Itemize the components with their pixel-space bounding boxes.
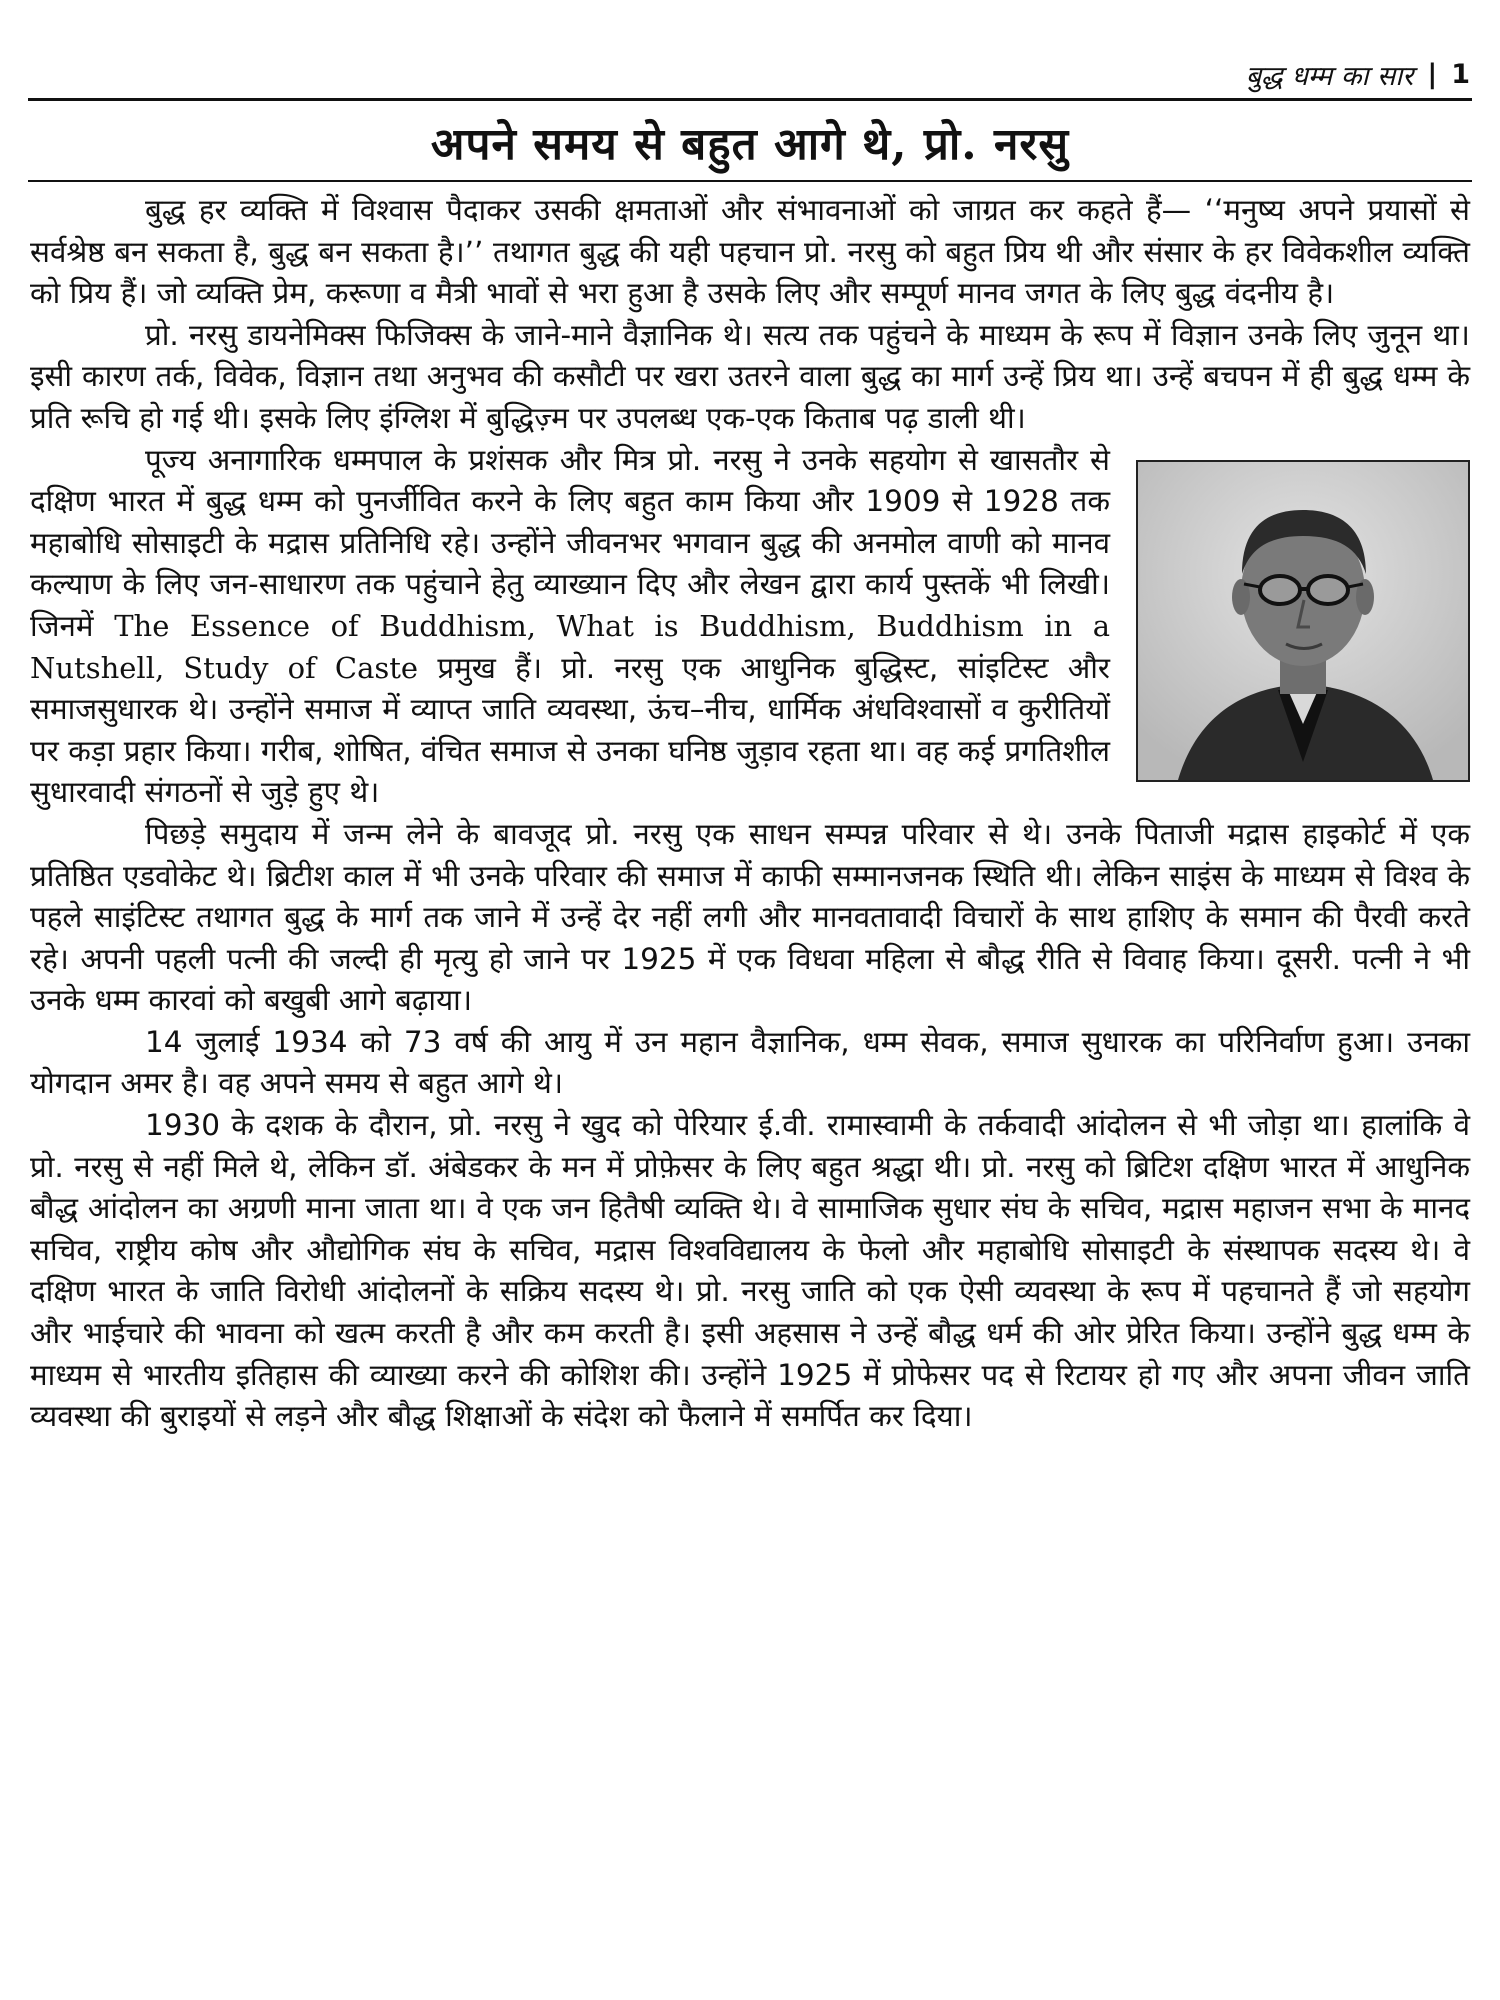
paragraph-1: बुद्ध हर व्यक्ति में विश्वास पैदाकर उसकी क्षमताओं और संभावनाओं को जाग्रत कर कहते हैं— ‘‘मनुष्य अपने प्रयासों से सर्वश्रेष्ठ बन सकता है, बुद्ध बन सकता है।’’ तथागत बुद्ध की यही पहचान प्रो. नरसु को बहुत प्रिय थी और संसार के हर विवेकशील व्यक्ति को प्रिय हैं। जो व्यक्ति प्रेम, करूणा व मैत्री भावों से भरा हुआ है उसके लिए और सम्पूर्ण मानव जगत के लिए बुद्ध वंदनीय है। [30, 193, 1470, 311]
paragraph-3-text-b: प्रमुख हैं। प्रो. नरसु एक आधुनिक बुद्धिस्ट, सांइटिस्ट और समाजसुधारक थे। उन्होंने समाज में व्याप्त जाति व्यवस्था, ऊंच–नीच, धार्मिक अंधविश्वासों व कुरीतियों पर कड़ा प्रहार किया। गरीब, शोषित, वंचित समाज से उनका घनिष्ठ जुड़ाव रहता था। वह कई प्रगतिशील सुधारवादी संगठनों से जुड़े हुए थे। [30, 650, 1110, 810]
title-rule [28, 180, 1472, 182]
paragraph-2: प्रो. नरसु डायनेमिक्स फिजिक्स के जाने-माने वैज्ञानिक थे। सत्य तक पहुंचने के माध्यम के रूप में विज्ञान उनके लिए जुनून था। इसी कारण तर्क, विवेक, विज्ञान तथा अनुभव की कसौटी पर खरा उतरने वाला बुद्ध का मार्ग उन्हें प्रिय था। उन्हें बचपन में ही बुद्ध धम्म के प्रति रूचि हो गई थी। इसके लिए इंग्लिश में बुद्धिज़्म पर उपलब्ध एक-एक किताब पढ़ डाली थी। [30, 317, 1470, 435]
running-header [1246, 56, 1470, 93]
page-number: 1 [1451, 59, 1470, 90]
article-body [30, 190, 1470, 1438]
portrait-icon [1138, 462, 1468, 780]
header-rule [28, 98, 1472, 101]
book-titles: The Essence of Buddhism, What is Buddhism, Buddhism in a Nutshell, Study of Caste [30, 608, 1110, 685]
paragraph-4: पिछड़े समुदाय में जन्म लेने के बावजूद प्रो. नरसु एक साधन सम्पन्न परिवार से थे। उनके पिताजी मद्रास हाइकोर्ट में एक प्रतिष्ठित एडवोकेट थे। ब्रिटीश काल में भी उनके परिवार की समाज में काफी सम्मानजनक स्थिति थी। लेकिन साइंस के माध्यम से विश्व के पहले साइंटिस्ट तथागत बुद्ध के मार्ग तक जाने में उन्हें देर नहीं लगी और मानवतावादी विचारों के साथ हाशिए के समान की पैरवी करते रहे। अपनी पहली पत्नी की जल्दी ही मृत्यु हो जाने पर 1925 में एक विधवा महिला से बौद्ध रीति से विवाह किया। दूसरी. पत्नी ने भी उनके धम्म कारवां को बखुबी आगे बढ़ाया। [30, 816, 1470, 1018]
paragraph-3-text-a: पूज्य अनागारिक धम्मपाल के प्रशंसक और मित्र प्रो. नरसु ने उनके सहयोग से खासतौर से दक्षिण भारत में बुद्ध धम्म को पुनर्जीवित करने के लिए बहुत काम किया और 1909 से 1928 तक महाबोधि सोसाइटी के मद्रास प्रतिनिधि रहे। उन्होंने जीवनभर भगवान बुद्ध की अनमोल वाणी को मानव कल्याण के लिए जन-साधारण तक पहुंचाने हेतु व्याख्यान दिए और लेखन द्वारा कार्य पुस्तकें भी लिखी। जिनमें [30, 442, 1110, 643]
running-title: बुद्ध धम्म का सार [1245, 61, 1414, 92]
header-separator: | [1427, 59, 1438, 90]
portrait-photo [1136, 460, 1470, 782]
paragraph-5: 14 जुलाई 1934 को 73 वर्ष की आयु में उन महान वैज्ञानिक, धम्म सेवक, समाज सुधारक का परिनिर्वाण हुआ। उनका योगदान अमर है। वह अपने समय से बहुत आगे थे। [30, 1024, 1470, 1101]
article-title: अपने समय से बहुत आगे थे, प्रो. नरसु [430, 119, 1070, 170]
paragraph-6: 1930 के दशक के दौरान, प्रो. नरसु ने खुद को पेरियार ई.वी. रामास्वामी के तर्कवादी आंदोलन से भी जोड़ा था। हालांकि वे प्रो. नरसु से नहीं मिले थे, लेकिन डॉ. अंबेडकर के मन में प्रोफ़ेसर के लिए बहुत श्रद्धा थी। प्रो. नरसु को ब्रिटिश दक्षिण भारत में आधुनिक बौद्ध आंदोलन का अग्रणी माना जाता था। वे एक जन हितैषी व्यक्ति थे। वे सामाजिक सुधार संघ के सचिव, मद्रास महाजन सभा के मानद सचिव, राष्ट्रीय कोष और औद्योगिक संघ के सचिव, मद्रास विश्वविद्यालय के फेलो और महाबोधि सोसाइटी के संस्थापक सदस्य थे। वे दक्षिण भारत के जाति विरोधी आंदोलनों के सक्रिय सदस्य थे। प्रो. नरसु जाति को एक ऐसी व्यवस्था के रूप में पहचानते हैं जो सहयोग और भाईचारे की भावना को खत्म करती है और कम करती है। इसी अहसास ने उन्हें बौद्ध धर्म की ओर प्रेरित किया। उन्होंने बुद्ध धम्म के माध्यम से भारतीय इतिहास की व्याख्या करने की कोशिश की। उन्होंने 1925 में प्रोफेसर पद से रिटायर हो गए और अपना जीवन जाति व्यवस्था की बुराइयों से लड़ने और बौद्ध शिक्षाओं के संदेश को फैलाने में समर्पित कर दिया। [30, 1108, 1470, 1434]
